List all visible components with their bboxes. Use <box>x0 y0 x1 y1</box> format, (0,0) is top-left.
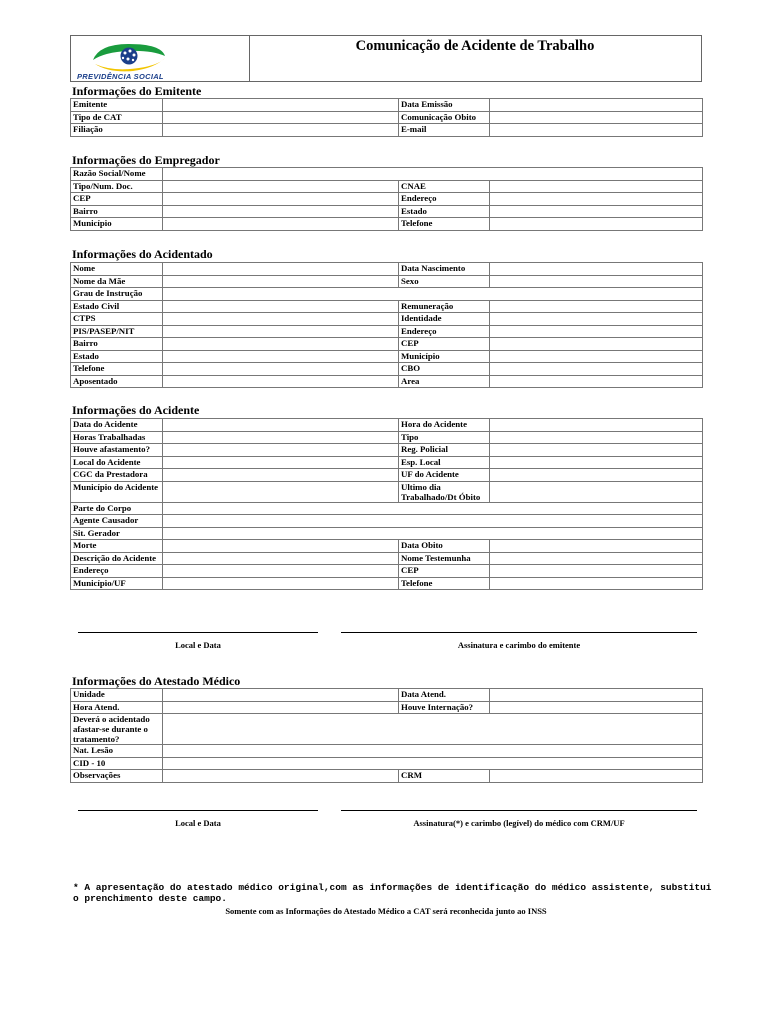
field-label: E-mail <box>399 124 490 137</box>
form-row <box>71 111 703 124</box>
form-row <box>71 375 703 388</box>
field-label: Telefone <box>71 363 163 376</box>
field-value[interactable] <box>163 168 703 181</box>
field-label: Município do Acidente <box>71 481 163 502</box>
field-value[interactable] <box>163 263 399 276</box>
field-label: Esp. Local <box>399 456 490 469</box>
field-value[interactable] <box>163 527 703 540</box>
form-row <box>71 770 703 783</box>
field-label: Tipo/Num. Doc. <box>71 180 163 193</box>
field-label: Endereço <box>399 193 490 206</box>
field-label: Município/UF <box>71 577 163 590</box>
form-row <box>71 275 703 288</box>
field-value[interactable] <box>163 515 703 528</box>
field-value[interactable] <box>490 689 703 702</box>
field-label: Identidade <box>399 313 490 326</box>
field-value[interactable] <box>163 444 399 457</box>
field-label: CTPS <box>71 313 163 326</box>
field-label: Filiação <box>71 124 163 137</box>
field-value[interactable] <box>163 193 399 206</box>
previdencia-logo-icon <box>89 38 169 74</box>
field-label: Area <box>399 375 490 388</box>
form-row <box>71 263 703 276</box>
field-label: Deverá o acidentado afastar-se durante o tratamento? <box>71 714 163 745</box>
form-row <box>71 205 703 218</box>
field-label: Nome da Mãe <box>71 275 163 288</box>
field-label: Ultimo dia Trabalhado/Dt Óbito <box>399 481 490 502</box>
field-value[interactable] <box>490 313 703 326</box>
field-value[interactable] <box>163 431 399 444</box>
field-value[interactable] <box>163 325 399 338</box>
form-row <box>71 313 703 326</box>
field-value[interactable] <box>490 124 703 137</box>
field-label: CRM <box>399 770 490 783</box>
field-label: CEP <box>399 565 490 578</box>
field-label: CGC da Prestadora <box>71 469 163 482</box>
field-value[interactable] <box>163 99 399 112</box>
form-row <box>71 363 703 376</box>
form-row <box>71 180 703 193</box>
field-label: Estado <box>71 350 163 363</box>
closing-note: Somente com as Informações do Atestado Médico a CAT será reconhecida junto ao INSS <box>225 906 547 916</box>
field-label: Município <box>71 218 163 231</box>
field-value[interactable] <box>163 714 703 745</box>
section-title-emitente: Informações do Emitente <box>72 84 202 98</box>
field-value[interactable] <box>490 419 703 432</box>
field-value[interactable] <box>163 300 399 313</box>
section-title-acidente: Informações do Acidente <box>72 403 200 417</box>
field-label: Local do Acidente <box>71 456 163 469</box>
form-row <box>71 552 703 565</box>
emitente-table <box>70 98 703 137</box>
signature-line-local-data-2 <box>78 810 318 811</box>
field-value[interactable] <box>163 218 399 231</box>
section-title-acidentado: Informações do Acidentado <box>72 247 213 261</box>
field-value[interactable] <box>490 375 703 388</box>
field-value[interactable] <box>163 502 703 515</box>
field-label: Telefone <box>399 577 490 590</box>
acidentado-table <box>70 262 703 388</box>
field-label: CNAE <box>399 180 490 193</box>
field-value[interactable] <box>163 419 399 432</box>
field-value[interactable] <box>163 124 399 137</box>
field-value[interactable] <box>163 481 399 502</box>
field-value[interactable] <box>490 180 703 193</box>
field-label: Comunicação Obito <box>399 111 490 124</box>
document-title: Comunicação de Acidente de Trabalho <box>355 38 595 54</box>
form-row <box>71 419 703 432</box>
field-value[interactable] <box>163 469 399 482</box>
field-value[interactable] <box>163 111 399 124</box>
field-label: Estado <box>399 205 490 218</box>
field-label: Data Nascimento <box>399 263 490 276</box>
field-label: Endereço <box>71 565 163 578</box>
field-label: Grau de Instrução <box>71 288 163 301</box>
field-value[interactable] <box>163 701 399 714</box>
field-value[interactable] <box>490 456 703 469</box>
field-value[interactable] <box>490 770 703 783</box>
form-row <box>71 565 703 578</box>
form-row <box>71 577 703 590</box>
field-value[interactable] <box>163 338 399 351</box>
field-label: Houve afastamento? <box>71 444 163 457</box>
field-label: Telefone <box>399 218 490 231</box>
field-value[interactable] <box>163 205 399 218</box>
field-value[interactable] <box>490 481 703 502</box>
form-row <box>71 444 703 457</box>
signature-line-emitente <box>341 632 697 633</box>
form-row <box>71 757 703 770</box>
field-value[interactable] <box>163 552 399 565</box>
field-value[interactable] <box>490 205 703 218</box>
field-label: Observações <box>71 770 163 783</box>
form-row <box>71 325 703 338</box>
field-value[interactable] <box>490 275 703 288</box>
field-label: Houve Internação? <box>399 701 490 714</box>
logo-cell <box>71 36 250 81</box>
form-row <box>71 124 703 137</box>
field-value[interactable] <box>490 325 703 338</box>
field-value[interactable] <box>163 275 399 288</box>
field-label: Sexo <box>399 275 490 288</box>
field-value[interactable] <box>163 745 703 758</box>
field-value[interactable] <box>490 338 703 351</box>
form-row <box>71 300 703 313</box>
field-label: CID - 10 <box>71 757 163 770</box>
field-value[interactable] <box>490 552 703 565</box>
field-value[interactable] <box>490 431 703 444</box>
field-label: PIS/PASEP/NIT <box>71 325 163 338</box>
field-value[interactable] <box>163 689 399 702</box>
field-label: Estado Civil <box>71 300 163 313</box>
field-label: Data Emissão <box>399 99 490 112</box>
field-label: Horas Trabalhadas <box>71 431 163 444</box>
form-row <box>71 456 703 469</box>
form-row <box>71 99 703 112</box>
form-row <box>71 481 703 502</box>
form-row <box>71 689 703 702</box>
field-label: Aposentado <box>71 375 163 388</box>
field-label: Morte <box>71 540 163 553</box>
field-label: Bairro <box>71 205 163 218</box>
field-label: Emitente <box>71 99 163 112</box>
signature-line-local-data <box>78 632 318 633</box>
section-title-atestado: Informações do Atestado Médico <box>72 674 241 688</box>
field-value[interactable] <box>490 263 703 276</box>
form-row <box>71 527 703 540</box>
acidente-table <box>70 418 703 590</box>
field-label: Bairro <box>71 338 163 351</box>
field-value[interactable] <box>163 456 399 469</box>
field-label: Sit. Gerador <box>71 527 163 540</box>
field-label: Data Atend. <box>399 689 490 702</box>
field-value[interactable] <box>490 540 703 553</box>
field-label: UF do Acidente <box>399 469 490 482</box>
field-label: Remuneração <box>399 300 490 313</box>
form-row <box>71 431 703 444</box>
field-value[interactable] <box>163 565 399 578</box>
atestado-table <box>70 688 703 783</box>
field-value[interactable] <box>490 193 703 206</box>
form-row <box>71 701 703 714</box>
field-value[interactable] <box>490 99 703 112</box>
field-value[interactable] <box>490 363 703 376</box>
field-value[interactable] <box>163 363 399 376</box>
form-row <box>71 193 703 206</box>
form-row <box>71 714 703 745</box>
field-value[interactable] <box>163 770 399 783</box>
field-label: CBO <box>399 363 490 376</box>
field-value[interactable] <box>490 300 703 313</box>
form-header <box>70 35 702 82</box>
form-row <box>71 338 703 351</box>
field-label: Município <box>399 350 490 363</box>
field-label: Razão Social/Nome <box>71 168 163 181</box>
field-value[interactable] <box>490 350 703 363</box>
field-value[interactable] <box>163 577 399 590</box>
logo-text: PREVIDÊNCIA SOCIAL <box>77 72 164 81</box>
field-value[interactable] <box>490 469 703 482</box>
field-value[interactable] <box>163 313 399 326</box>
form-row <box>71 350 703 363</box>
field-label: Reg. Policial <box>399 444 490 457</box>
signature-line-medico <box>341 810 697 811</box>
field-value[interactable] <box>490 565 703 578</box>
form-row <box>71 515 703 528</box>
field-label: Descrição do Acidente <box>71 552 163 565</box>
field-label: Data do Acidente <box>71 419 163 432</box>
field-value[interactable] <box>163 180 399 193</box>
field-value[interactable] <box>163 757 703 770</box>
field-label: Unidade <box>71 689 163 702</box>
form-row <box>71 168 703 181</box>
footnote: * A apresentação do atestado médico original,com as informações de identificação do médico assistente, substitui o prenchimento deste campo. <box>73 882 712 904</box>
empregador-table <box>70 167 703 231</box>
field-label: CEP <box>399 338 490 351</box>
signature-label-emitente: Assinatura e carimbo do emitente <box>457 640 581 650</box>
field-label: Parte do Corpo <box>71 502 163 515</box>
form-row <box>71 745 703 758</box>
form-row <box>71 540 703 553</box>
field-value[interactable] <box>490 218 703 231</box>
field-value[interactable] <box>490 444 703 457</box>
form-row <box>71 502 703 515</box>
form-row <box>71 218 703 231</box>
field-label: Nat. Lesão <box>71 745 163 758</box>
field-label: Data Obito <box>399 540 490 553</box>
signature-label-local-data: Local e Data <box>175 640 221 650</box>
field-value[interactable] <box>490 577 703 590</box>
field-label: Hora do Acidente <box>399 419 490 432</box>
field-label: Nome <box>71 263 163 276</box>
field-value[interactable] <box>163 350 399 363</box>
field-value[interactable] <box>490 701 703 714</box>
signature-label-medico: Assinatura(*) e carimbo (legível) do médico com CRM/UF <box>413 818 625 828</box>
field-label: Tipo <box>399 431 490 444</box>
field-label: Agente Causador <box>71 515 163 528</box>
field-label: Hora Atend. <box>71 701 163 714</box>
field-value[interactable] <box>163 375 399 388</box>
field-value[interactable] <box>490 111 703 124</box>
field-label: CEP <box>71 193 163 206</box>
field-label: Endereço <box>399 325 490 338</box>
field-label: Nome Testemunha <box>399 552 490 565</box>
signature-label-local-data-2: Local e Data <box>175 818 221 828</box>
form-row <box>71 288 703 301</box>
field-label: Tipo de CAT <box>71 111 163 124</box>
field-value[interactable] <box>163 540 399 553</box>
form-row <box>71 469 703 482</box>
section-title-empregador: Informações do Empregador <box>72 153 220 167</box>
field-value[interactable] <box>163 288 703 301</box>
